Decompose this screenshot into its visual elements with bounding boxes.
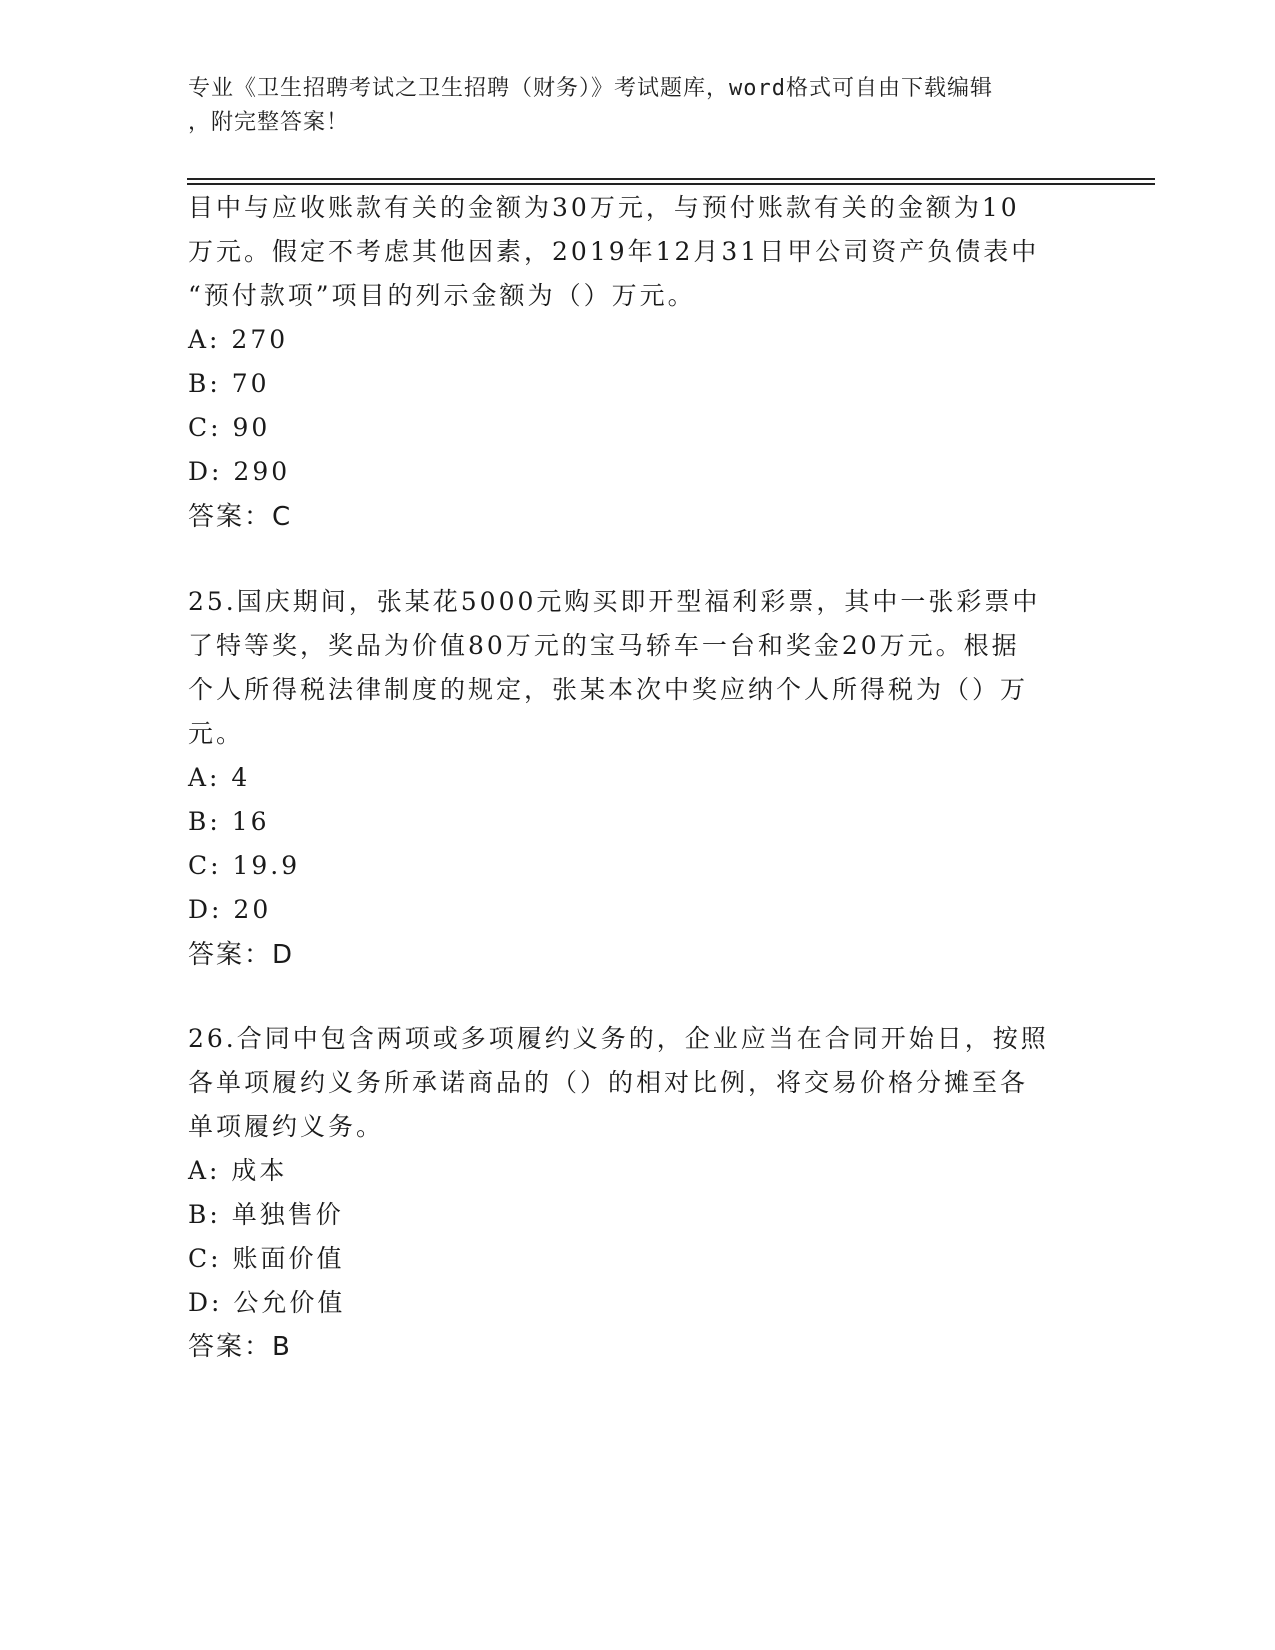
q25-text-line-2: 了特等奖，奖品为价值80万元的宝马轿车一台和奖金20万元。根据 — [188, 631, 1020, 660]
q24-text-line-3: “预付款项”项目的列示金额为（）万元。 — [188, 281, 696, 310]
q24-option-a: A: 270 — [188, 325, 289, 354]
header-divider-top — [187, 178, 1155, 180]
q26-text-line-3: 单项履约义务。 — [188, 1112, 385, 1141]
q25-option-c: C: 19.9 — [188, 851, 301, 880]
q25-option-d: D: 20 — [188, 895, 272, 924]
q25-option-a: A: 4 — [188, 763, 251, 792]
q26-answer: 答案：B — [188, 1332, 292, 1362]
header-line-1: 专业《卫生招聘考试之卫生招聘（财务）》考试题库，word格式可自由下载编辑 — [188, 76, 993, 101]
q24-option-d: D: 290 — [188, 457, 291, 486]
q24-answer: 答案：C — [188, 502, 293, 532]
q24-text-line-2: 万元。假定不考虑其他因素，2019年12月31日甲公司资产负债表中 — [188, 237, 1040, 266]
q26-option-a: A: 成本 — [188, 1156, 288, 1185]
q25-text-line-3: 个人所得税法律制度的规定，张某本次中奖应纳个人所得税为（）万 — [188, 675, 1029, 704]
q25-text-line-1: 25.国庆期间，张某花5000元购买即开型福利彩票，其中一张彩票中 — [188, 587, 1041, 616]
q26-text-line-2: 各单项履约义务所承诺商品的（）的相对比例，将交易价格分摊至各 — [188, 1068, 1029, 1097]
q25-option-b: B: 16 — [188, 807, 270, 836]
q24-text-line-1: 目中与应收账款有关的金额为30万元，与预付账款有关的金额为10 — [188, 193, 1020, 222]
q25-text-line-4: 元。 — [188, 719, 245, 748]
q26-option-b: B: 单独售价 — [188, 1200, 344, 1229]
q26-text-line-1: 26.合同中包含两项或多项履约义务的，企业应当在合同开始日，按照 — [188, 1024, 1049, 1053]
q26-option-c: C: 账面价值 — [188, 1244, 345, 1273]
header-line-2: ，附完整答案！ — [188, 110, 350, 135]
q24-option-b: B: 70 — [188, 369, 270, 398]
document-header — [188, 72, 1068, 140]
q26-option-d: D: 公允价值 — [188, 1288, 346, 1317]
q24-option-c: C: 90 — [188, 413, 271, 442]
header-divider-bottom — [187, 183, 1155, 185]
q25-answer: 答案：D — [188, 940, 295, 970]
